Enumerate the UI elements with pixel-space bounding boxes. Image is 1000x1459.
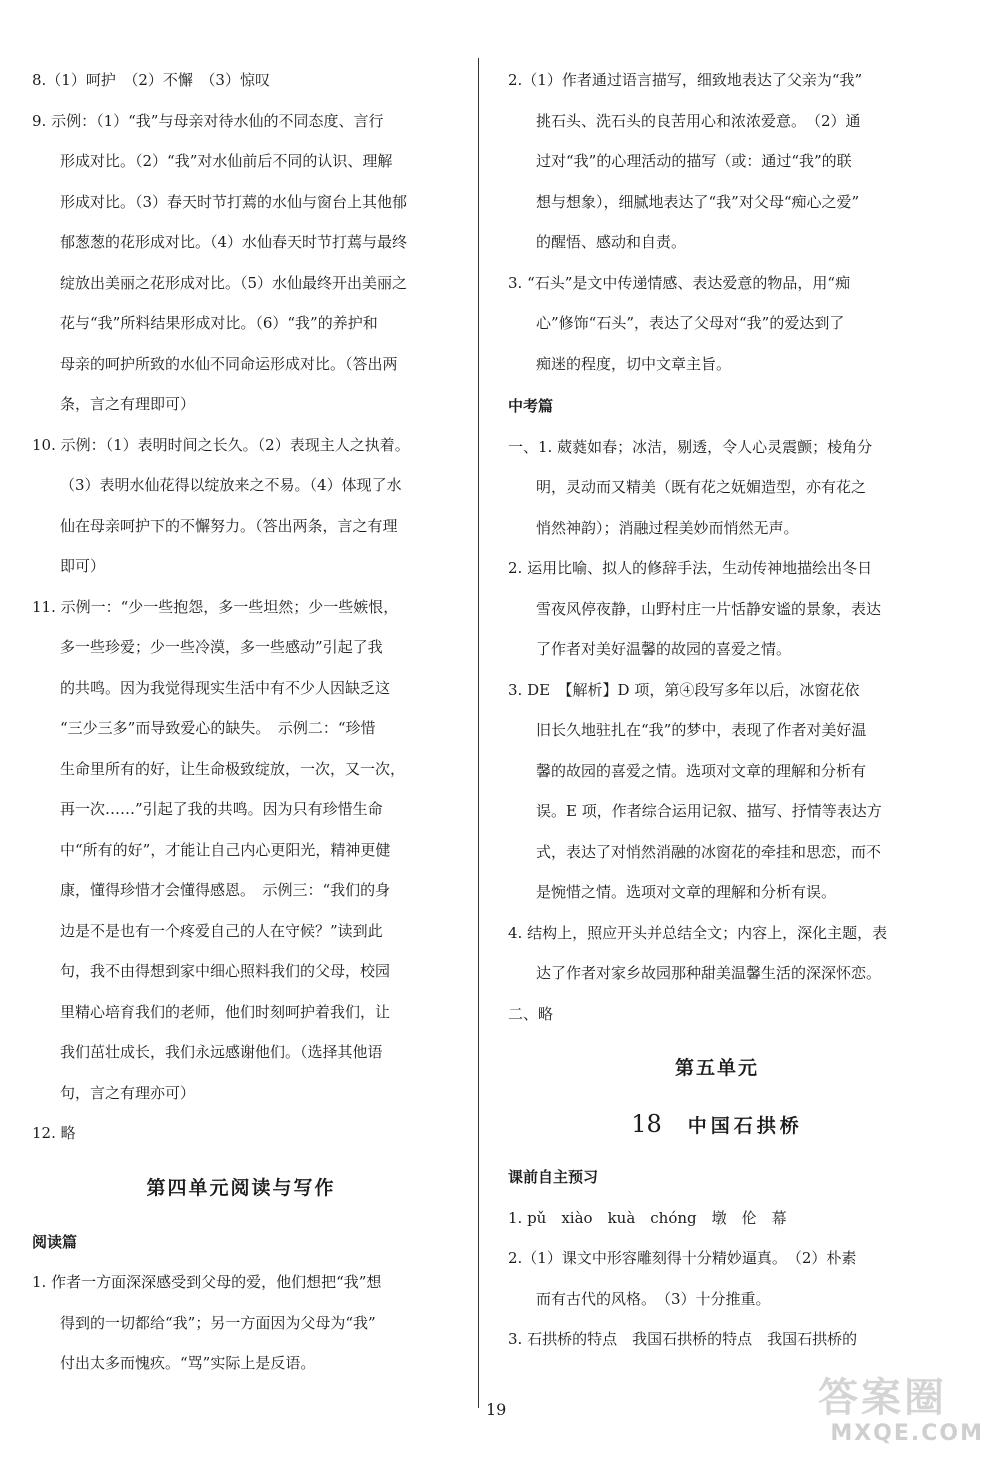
answer-line: 边是不是也有一个疼爱自己的人在守候？”读到此 [60, 921, 383, 940]
watermark-top-text: 答案圈 [818, 1375, 947, 1421]
answer-line: 一、1. 葳蕤如春；冰洁，剔透，令人心灵震颤；棱角分 [508, 437, 873, 456]
section-heading-exam: 中考篇 [508, 397, 554, 415]
answer-line: 过对“我”的心理活动的描写（或：通过“我”的联 [536, 152, 852, 170]
left-column [32, 60, 450, 1384]
answer-line: 再一次……”引起了我的共鸣。因为只有珍惜生命 [60, 800, 383, 818]
answer-line: 式，表达了对悄然消融的冰窗花的牵挂和思恋，而不 [536, 842, 882, 861]
answer-line: 2.（1）课文中形容雕刻得十分精妙逼真。 （2）朴素 [508, 1249, 857, 1267]
answer-item [32, 101, 450, 425]
preview-answer-list [508, 1198, 926, 1360]
exam-answer-list [508, 427, 926, 1035]
lesson-title [508, 1104, 926, 1147]
answer-line: 9. 示例：（1）“我”与母亲对待水仙的不同态度、言行 [32, 111, 384, 130]
section-heading-reading: 阅读篇 [32, 1232, 78, 1251]
answer-line: 了作者对美好温馨的故园的喜爱之情。 [536, 640, 792, 658]
answer-line: 4. 结构上，照应开头并总结全文；内容上，深化主题，表 [508, 923, 888, 942]
answer-line: 达了作者对家乡故园那种甜美温馨生活的深深怀恋。 [536, 964, 882, 982]
answer-line: 付出太多而愧疚。“骂”实际上是反语。 [60, 1354, 316, 1372]
answer-line: 仙在母亲呵护下的不懈努力。（答出两条，言之有理 [60, 516, 398, 535]
answer-line: 形成对比。（3）春天时节打蔫的水仙与窗台上其他郁 [60, 192, 408, 211]
answer-line: 12. 略 [32, 1124, 76, 1142]
lesson-name: 中国石拱桥 [687, 1115, 803, 1137]
answer-line: 雪夜风停夜静，山野村庄一片恬静安谧的景象，表达 [536, 599, 882, 618]
answer-item [508, 1198, 926, 1239]
answer-line: 11. 示例一：“少一些抱怨，多一些坦然；少一些嫉恨， [32, 597, 399, 616]
answer-line: 挑石头、洗石头的良苦用心和浓浓爱意。 （2）通 [536, 111, 861, 130]
answer-line: 母亲的呵护所致的水仙不同命运形成对比。（答出两 [60, 354, 398, 373]
answer-line: 里精心培育我们的老师，他们时刻呵护着我们，让 [60, 1002, 391, 1021]
answer-line: 句，言之有理亦可） [60, 1083, 196, 1102]
answer-line: 想与想象），细腻地表达了“我”对父母“痴心之爱” [536, 192, 860, 211]
answer-line: 8.（1）呵护 （2）不懈 （3）惊叹 [32, 71, 270, 89]
answer-line: 10. 示例：（1）表明时间之长久。（2）表现主人之执着。 [32, 435, 410, 454]
answer-item [508, 548, 926, 670]
answer-line: 1. 作者一方面深深感受到父母的爱，他们想把“我”想 [32, 1273, 382, 1291]
answer-line: 的共鸣。因为我觉得现实生活中有不少人因缺乏这 [60, 678, 391, 697]
answer-line: 生命里所有的好，让生命极致绽放，一次，又一次， [60, 759, 406, 778]
answer-item [508, 1319, 926, 1360]
answer-line: 绽放出美丽之花形成对比。（5）水仙最终开出美丽之 [60, 273, 408, 292]
lesson-number: 18 [631, 1110, 662, 1138]
watermark-bottom-text: MXQE.COM [830, 1421, 984, 1446]
answer-item [508, 913, 926, 994]
answer-item [508, 994, 926, 1035]
answer-line: 3. 石拱桥的特点 我国石拱桥的特点 我国石拱桥的 [508, 1330, 858, 1348]
answer-line: 条，言之有理即可） [60, 395, 196, 413]
answer-line: 句，我不由得想到家中细心照料我们的父母，校园 [60, 962, 391, 980]
answer-line: “三少三多”而导致爱心的缺失。 示例二：“珍惜 [60, 719, 376, 737]
answer-item [508, 670, 926, 913]
answer-line: 中“所有的好”，才能让自己内心更阳光，精神更健 [60, 840, 391, 859]
answer-line: 即可） [60, 557, 106, 575]
right-answer-list [508, 60, 926, 384]
column-divider [478, 58, 479, 1408]
left-answer-list [32, 60, 450, 1154]
answer-line: 心”修饰“石头”，表达了父母对“我”的爱达到了 [536, 314, 845, 332]
answer-line: 2. 运用比喻、拟人的修辞手法，生动传神地描绘出冬日 [508, 559, 873, 577]
answer-line: 馨的故园的喜爱之情。选项对文章的理解和分析有 [536, 761, 867, 780]
answer-line: 误。E 项，作者综合运用记叙、描写、抒情等表达方 [536, 802, 882, 820]
answer-line: 康，懂得珍惜才会懂得感恩。 示例三：“我们的身 [60, 881, 391, 899]
answer-item [508, 263, 926, 385]
answer-item [508, 60, 926, 263]
answer-line: 我们茁壮成长，我们永远感谢他们。（选择其他语 [60, 1043, 383, 1061]
answer-line: 2.（1）作者通过语言描写，细致地表达了父亲为“我” [508, 71, 863, 89]
answer-line: 旧长久地驻扎在“我”的梦中，表现了作者对美好温 [536, 721, 867, 739]
answer-item [508, 427, 926, 549]
answer-item [32, 60, 450, 101]
answer-line: 得到的一切都给“我”；另一方面因为父母为“我” [60, 1313, 376, 1332]
answer-line: 二、略 [508, 1004, 554, 1023]
answer-item [32, 587, 450, 1114]
right-column [508, 60, 926, 1360]
answer-line: 是惋惜之情。选项对文章的理解和分析有误。 [536, 883, 837, 901]
answer-line: 明，灵动而又精美（既有花之妩媚造型，亦有花之 [536, 478, 867, 496]
watermark-logo [818, 1375, 988, 1453]
answer-item [508, 1238, 926, 1319]
answer-item [32, 1113, 450, 1154]
answer-line: 花与“我”所料结果形成对比。（6）“我”的养护和 [60, 314, 378, 332]
unit-title-left: 第四单元阅读与写作 [146, 1176, 336, 1199]
page-number: 19 [486, 1400, 507, 1419]
answer-line: 郁葱葱的花形成对比。（4）水仙春天时节打蔫与最终 [60, 233, 408, 251]
answer-line: （3）表明水仙花得以绽放来之不易。（4）体现了水 [60, 476, 402, 494]
answer-line: 3. DE 【解析】D 项，第④段写多年以后，冰窗花依 [508, 680, 860, 699]
answer-item [32, 1262, 450, 1384]
reading-answer-list [32, 1262, 450, 1384]
answer-line: 悄然神韵）；消融过程美妙而悄然无声。 [536, 518, 799, 537]
answer-line: 的醒悟、感动和自责。 [536, 233, 687, 251]
answer-line: 1. pǔ xiào kuà chóng 墩 伦 幕 [508, 1208, 787, 1227]
answer-item [32, 425, 450, 587]
answer-line: 痴迷的程度，切中文章主旨。 [536, 354, 732, 373]
section-heading-preview: 课前自主预习 [508, 1168, 599, 1186]
answer-line: 而有古代的风格。 （3）十分推重。 [536, 1289, 771, 1308]
unit-title-right: 第五单元 [674, 1057, 759, 1079]
answer-line: 3. “石头”是文中传递情感、表达爱意的物品，用“痴 [508, 273, 851, 292]
answer-line: 形成对比。（2）“我”对水仙前后不同的认识、理解 [60, 152, 393, 170]
answer-line: 多一些珍爱；少一些冷漠，多一些感动”引起了我 [60, 638, 383, 656]
